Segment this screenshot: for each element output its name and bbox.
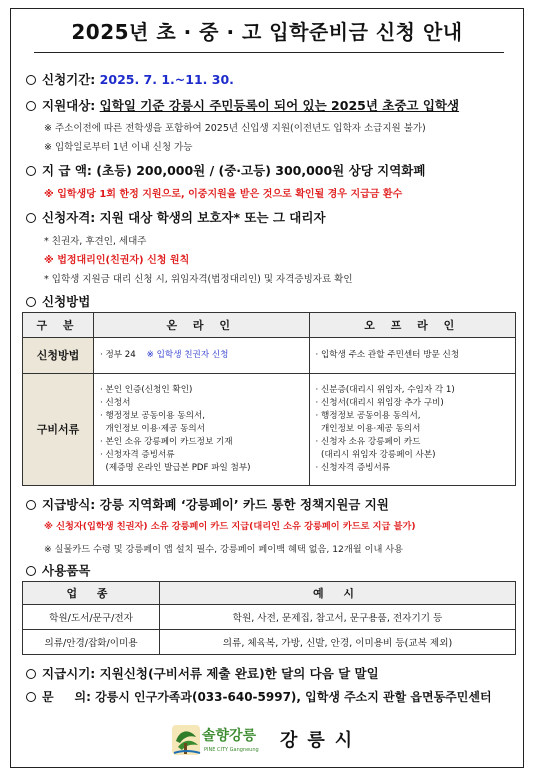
items-header-category: 업 종 bbox=[23, 582, 160, 605]
offline-doc-item: · 신분증(대리시 위임자, 수임자 각 1) bbox=[315, 385, 455, 395]
method-label: 신청방법 bbox=[42, 294, 91, 309]
items-row bbox=[23, 630, 516, 655]
eligibility-line bbox=[26, 208, 326, 226]
method-online-apply bbox=[94, 338, 310, 374]
offline-doc-item: · 신청자 소유 강릉페이 카드 bbox=[315, 437, 421, 447]
page-title: 2025년 초 · 중 · 고 입학준비금 신청 안내 bbox=[71, 20, 463, 44]
city-name: 강릉시 bbox=[280, 730, 363, 751]
offline-doc-item: (대리시 위임자 강릉페이 사본) bbox=[315, 450, 436, 460]
contact-line bbox=[26, 688, 492, 705]
method-header-online: 온 라 인 bbox=[94, 313, 310, 338]
logo-text: 솔향강릉 bbox=[202, 728, 257, 744]
offline-doc-item: · 신청자격 증빙서류 bbox=[315, 463, 391, 473]
eligibility-label: 신청자격: bbox=[42, 210, 96, 225]
online-doc-item: · 본인 인증(신청인 확인) bbox=[100, 385, 193, 395]
online-doc-item: · 신청자격 증빙서류 bbox=[100, 450, 175, 460]
online-apply-main: · 정부 24 bbox=[100, 350, 136, 360]
method-table-header bbox=[23, 313, 516, 338]
online-apply-note: ※ 입학생 친권자 신청 bbox=[146, 350, 229, 360]
online-doc-item: (제증명 온라인 발급본 PDF 파일 첨부) bbox=[100, 463, 251, 473]
method-row-apply-head: 신청방법 bbox=[23, 338, 94, 374]
circle-bullet-icon bbox=[26, 297, 36, 307]
eligibility-warning: ※ 법정대리인(친권자) 신청 원칙 bbox=[44, 255, 190, 266]
items-line bbox=[26, 561, 90, 579]
method-header-offline: 오 프 라 인 bbox=[309, 313, 516, 338]
circle-bullet-icon bbox=[26, 166, 36, 176]
target-note-1: ※ 주소이전에 따른 전학생을 포함하여 2025년 신입생 지원(이전년도 입학자 소급지원 불가) bbox=[44, 123, 426, 134]
method-row-docs bbox=[23, 374, 516, 486]
items-category: 학원/도서/문구/전자 bbox=[23, 605, 160, 630]
items-examples: 학원, 사전, 문제집, 참고서, 문구용품, 전자기기 등 bbox=[160, 605, 516, 630]
period-label: 신청기간: bbox=[42, 72, 96, 87]
target-label: 지원대상: bbox=[42, 98, 96, 113]
gangneung-logo bbox=[168, 723, 274, 759]
offline-doc-item: · 신청서(대리시 위임장 추가 구비) bbox=[315, 398, 444, 408]
method-offline-apply: · 입학생 주소 관할 주민센터 방문 신청 bbox=[309, 338, 516, 374]
method-row-apply bbox=[23, 338, 516, 374]
online-doc-item: · 본인 소유 강릉페이 카드정보 기재 bbox=[100, 437, 233, 447]
payment-label: 지급방식: bbox=[42, 497, 96, 512]
circle-bullet-icon bbox=[26, 500, 36, 510]
period-value: 2025. 7. 1.~11. 30. bbox=[99, 72, 234, 87]
payment-line bbox=[26, 495, 389, 513]
amount-warning: ※ 입학생당 1회 한정 지원으로, 이중지원을 받은 것으로 확인될 경우 지급금 환수 bbox=[44, 189, 403, 200]
circle-bullet-icon bbox=[26, 669, 36, 679]
online-doc-item: · 행정정보 공동이용 동의서, bbox=[100, 411, 205, 421]
items-category: 의류/안경/잡화/이미용 bbox=[23, 630, 160, 655]
contact-label: 문 의: bbox=[42, 690, 91, 704]
timing-line bbox=[26, 664, 379, 682]
items-table bbox=[22, 581, 516, 655]
offline-doc-item: · 행정정보 공동이용 동의서, bbox=[315, 411, 421, 421]
method-row-docs-head: 구비서류 bbox=[23, 374, 94, 486]
eligibility-value: 지원 대상 학생의 보호자* 또는 그 대리자 bbox=[99, 210, 326, 225]
title-divider bbox=[34, 52, 504, 53]
target-value: 입학일 기준 강릉시 주민등록이 되어 있는 2025년 초중고 입학생 bbox=[99, 98, 460, 113]
online-doc-item: · 신청서 bbox=[100, 398, 131, 408]
circle-bullet-icon bbox=[26, 213, 36, 223]
items-row bbox=[23, 605, 516, 630]
contact-value: 강릉시 인구가족과(033-640-5997), 입학생 주소지 관할 읍면동주민센터 bbox=[95, 690, 492, 704]
method-table bbox=[22, 312, 516, 486]
method-online-docs bbox=[94, 374, 310, 486]
timing-value: 지원신청(구비서류 제출 완료)한 달의 다음 달 말일 bbox=[99, 666, 379, 681]
method-line bbox=[26, 292, 90, 310]
period-line bbox=[26, 70, 234, 88]
amount-value: (초등) 200,000원 / (중·고등) 300,000원 상당 지역화폐 bbox=[96, 163, 426, 178]
target-note-2: ※ 입학일로부터 1년 이내 신청 가능 bbox=[44, 142, 193, 153]
circle-bullet-icon bbox=[26, 75, 36, 85]
method-header-category: 구 분 bbox=[23, 313, 94, 338]
amount-line bbox=[26, 161, 425, 179]
amount-label: 지 급 액: bbox=[42, 163, 92, 178]
timing-label: 지급시기: bbox=[42, 666, 96, 681]
target-line bbox=[26, 96, 459, 114]
items-table-header bbox=[23, 582, 516, 605]
circle-bullet-icon bbox=[26, 692, 36, 702]
items-header-examples: 예 시 bbox=[160, 582, 516, 605]
payment-value: 강릉 지역화폐 ‘강릉페이’ 카드 통한 정책지원금 지원 bbox=[99, 497, 389, 512]
items-examples: 의류, 체육복, 가방, 신발, 안경, 이미용비 등(교복 제외) bbox=[160, 630, 516, 655]
payment-warning: ※ 신청자(입학생 친권자) 소유 강릉페이 카드 지급(대리인 소유 강릉페이 카드로 지급 불가) bbox=[44, 521, 416, 532]
items-label: 사용품목 bbox=[42, 563, 91, 578]
online-doc-item: 개인정보 이용·제공 동의서 bbox=[100, 424, 205, 434]
circle-bullet-icon bbox=[26, 566, 36, 576]
eligibility-note-2: * 입학생 지원금 대리 신청 시, 위임자격(법정대리인) 및 자격증빙자료 확인 bbox=[44, 274, 353, 285]
eligibility-note-1: * 친권자, 후견인, 세대주 bbox=[44, 236, 147, 247]
offline-doc-item: 개인정보 이용·제공 동의서 bbox=[315, 424, 421, 434]
circle-bullet-icon bbox=[26, 101, 36, 111]
payment-note: ※ 실물카드 수령 및 강릉페이 앱 설치 필수, 강릉페이 페이백 혜택 없음, 12개월 이내 사용 bbox=[44, 544, 403, 555]
method-offline-docs bbox=[309, 374, 516, 486]
logo-subtext: PINE CITY Gangneung bbox=[204, 747, 259, 753]
